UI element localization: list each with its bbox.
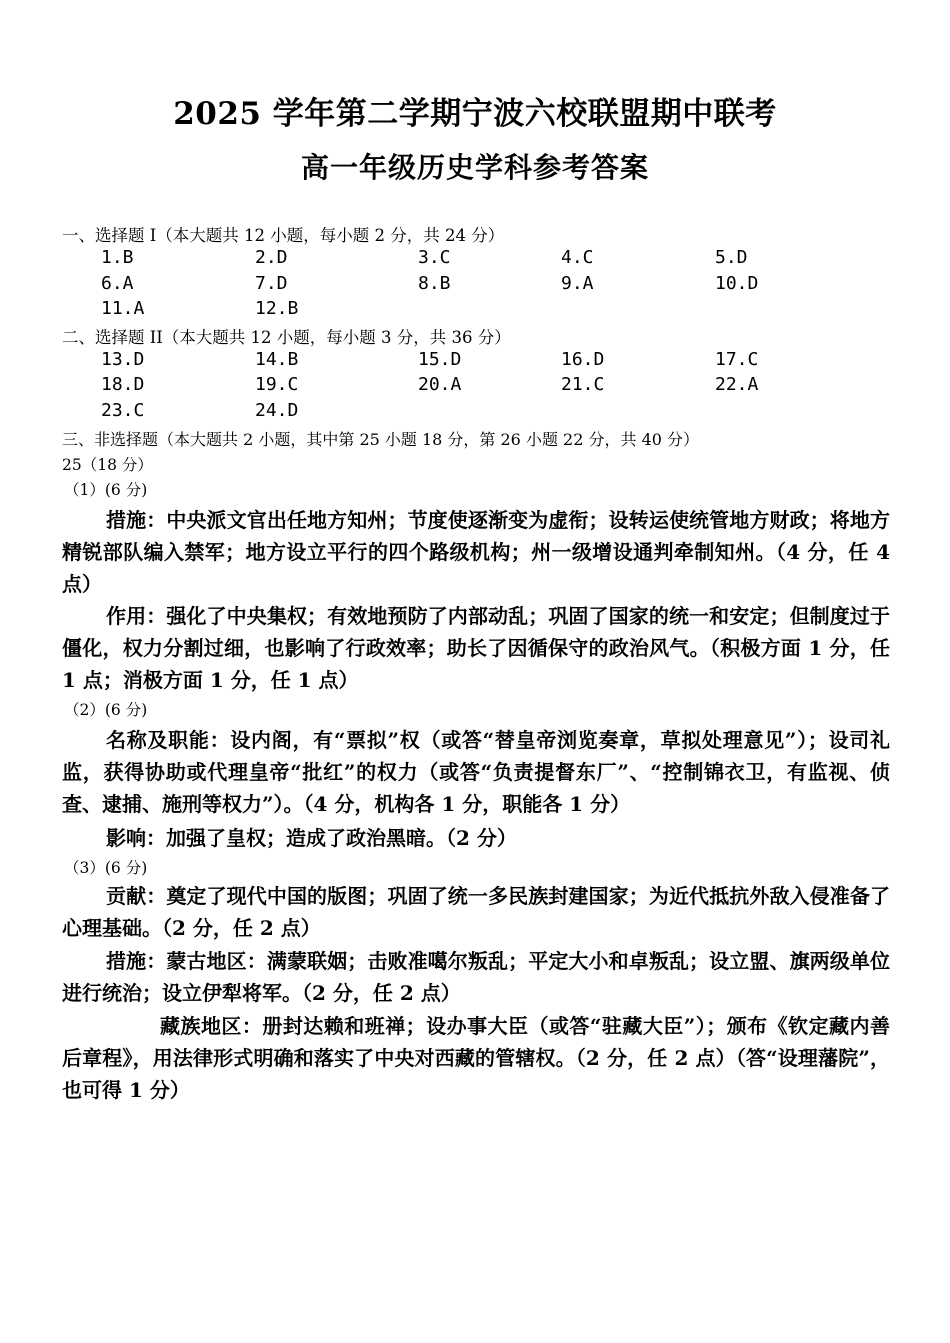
answer-item: 18.D <box>101 374 145 395</box>
part3-label: （3）(6 分) <box>64 859 148 877</box>
answer-item: 19.C <box>255 374 299 395</box>
answer-item: 1.B <box>101 247 134 268</box>
part2-label: （2）(6 分) <box>64 701 148 719</box>
answer-item: 17.C <box>715 349 759 370</box>
answer-item: 7.D <box>255 273 288 294</box>
answer-item: 13.D <box>101 349 145 370</box>
part1-measures: 措施：中央派文官出任地方知州；节度使逐渐变为虚衔；设转运使统管地方财政；将地方精锐部队编入禁军；地方设立平行的四个路级机构；州一级增设通判牵制知州。（4 分，任 4 点） <box>62 508 890 596</box>
part2-names: 名称及职能：设内阁，有“票拟”权（或答“替皇帝浏览奏章，草拟处理意见”）；设司礼监，获得协助或代理皇帝“批红”的权力（或答“负责提督东厂”、“控制锦衣卫，有监视、侦查、逮捕、施刑等权力”）。（4 分，机构各 1 分，职能各 1 分） <box>62 728 890 816</box>
answer-item: 2.D <box>255 247 288 268</box>
page-subtitle: 高一年级历史学科参考答案 <box>300 151 649 184</box>
answer-item: 14.B <box>255 349 299 370</box>
answer-item: 6.A <box>101 273 134 294</box>
answer-item: 23.C <box>101 400 145 421</box>
answer-item: 5.D <box>715 247 748 268</box>
q25-label: 25（18 分） <box>62 456 153 474</box>
answer-item: 11.A <box>101 298 145 319</box>
answer-item: 3.C <box>418 247 451 268</box>
answer-item: 10.D <box>715 273 759 294</box>
part3-measures-tibet: 藏族地区：册封达赖和班禅；设办事大臣（或答“驻藏大臣”）；颁布《钦定藏内善后章程》，用法律形式明确和落实了中央对西藏的管辖权。（2 分，任 2 点）（答“设理藩院”，也可得 1 分） <box>62 1014 890 1102</box>
answer-item: 21.C <box>561 374 605 395</box>
answer-item: 4.C <box>561 247 594 268</box>
answer-item: 24.D <box>255 400 299 421</box>
answer-item: 15.D <box>418 349 462 370</box>
section1-heading: 一、选择题 I（本大题共 12 小题，每小题 2 分，共 24 分） <box>62 226 505 245</box>
answer-item: 16.D <box>561 349 605 370</box>
answer-item: 8.B <box>418 273 451 294</box>
answer-item: 22.A <box>715 374 759 395</box>
section2-heading: 二、选择题 II（本大题共 12 小题，每小题 3 分，共 36 分） <box>62 328 511 347</box>
part1-label: （1）(6 分) <box>64 481 148 499</box>
part2-impact: 影响：加强了皇权；造成了政治黑暗。（2 分） <box>106 826 517 850</box>
answer-item: 9.A <box>561 273 594 294</box>
part3-contribution: 贡献：奠定了现代中国的版图；巩固了统一多民族封建国家；为近代抵抗外敌入侵准备了心理基础。（2 分，任 2 点） <box>62 884 890 940</box>
part3-measures-mongol: 措施：蒙古地区：满蒙联姻；击败准噶尔叛乱；平定大小和卓叛乱；设立盟、旗两级单位进行统治；设立伊犁将军。（2 分，任 2 点） <box>62 949 890 1005</box>
answer-item: 12.B <box>255 298 299 319</box>
page-title: 2025 学年第二学期宁波六校联盟期中联考 <box>173 96 777 132</box>
section3-heading: 三、非选择题（本大题共 2 小题，其中第 25 小题 18 分，第 26 小题 22 分，共 40 分） <box>62 430 700 449</box>
part1-effects: 作用：强化了中央集权；有效地预防了内部动乱；巩固了国家的统一和安定；但制度过于僵化，权力分割过细，也影响了行政效率；助长了因循保守的政治风气。（积极方面 1 分，任 1 点；消极方面 1 分，任 1 点） <box>62 604 890 692</box>
answer-item: 20.A <box>418 374 462 395</box>
